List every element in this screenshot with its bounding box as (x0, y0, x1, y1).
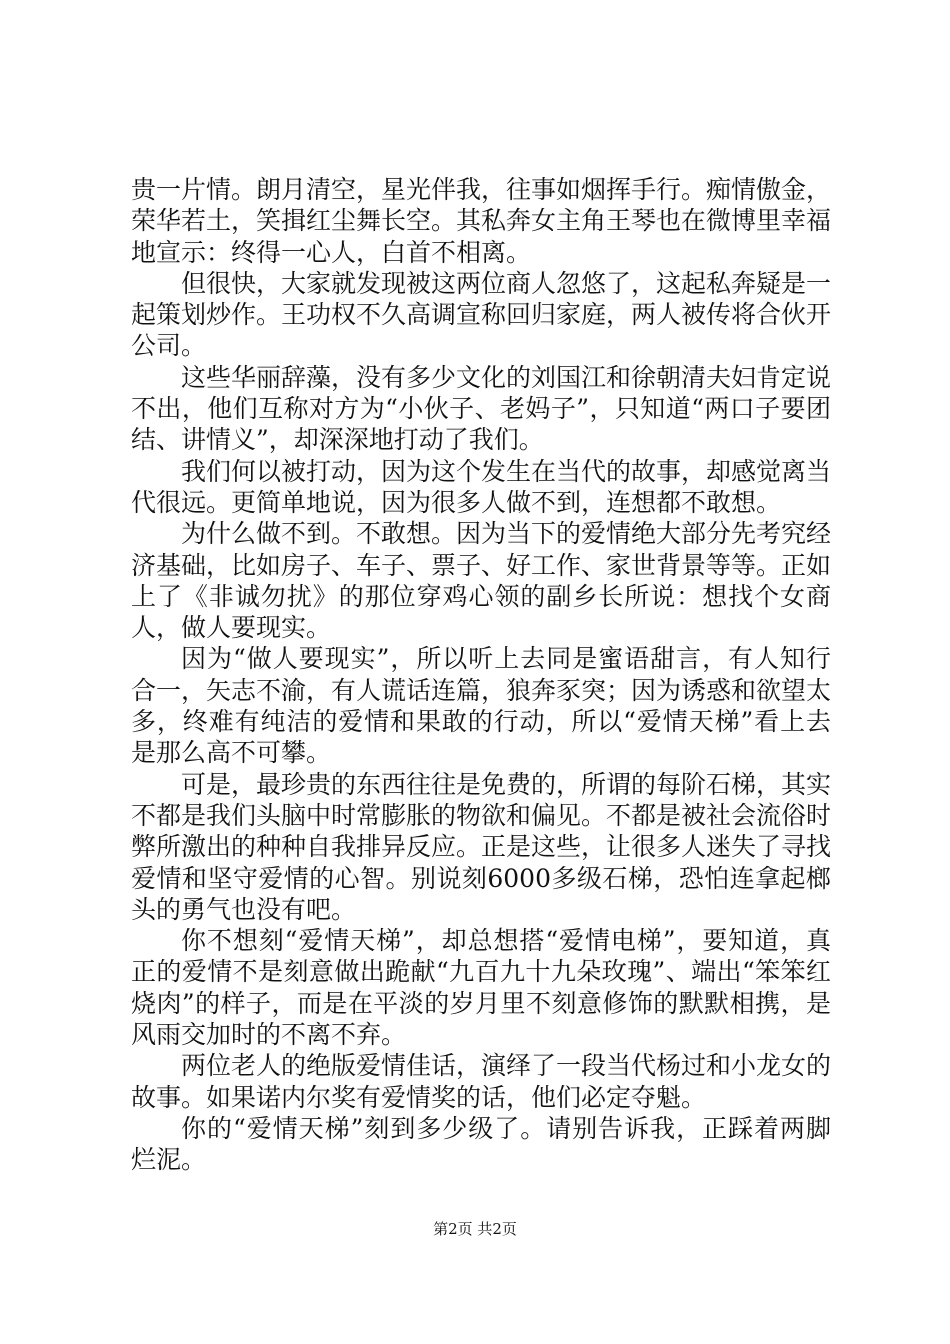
paragraph-6: 因为“做人要现实”，所以听上去同是蜜语甜言，有人知行合一，矢志不渝，有人谎话连篇，狼奔豕突；因为诱惑和欲望太多，终难有纯洁的爱情和果敢的行动，所以“爱情天梯”看上去是那么高不可攀。 (131, 644, 832, 768)
paragraph-4: 我们何以被打动，因为这个发生在当代的故事，却感觉离当代很远。更简单地说，因为很多人做不到，连想都不敢想。 (131, 456, 832, 517)
paragraph-8: 你不想刻“爱情天梯”，却总想搭“爱情电梯”，要知道，真正的爱情不是刻意做出跪献“九百九十九朵玫瑰”、端出“笨笨红烧肉”的样子，而是在平淡的岁月里不刻意修饰的默默相携，是风雨交加时的不离不弃。 (131, 926, 831, 1050)
paragraph-9: 两位老人的绝版爱情佳话，演绎了一段当代杨过和小龙女的故事。如果诺内尔奖有爱情奖的话，他们必定夺魁。 (131, 1051, 832, 1112)
paragraph-7: 可是，最珍贵的东西往往是免费的，所谓的每阶石梯，其实不都是我们头脑中时常膨胀的物欲和偏见。不都是被社会流俗时弊所激出的种种自我排异反应。正是这些，让很多人迷失了寻找爱情和坚守爱情的心智。别说刻6000多级石梯，恐怕连拿起榔头的勇气也没有吧。 (131, 769, 832, 924)
paragraph-5: 为什么做不到。不敢想。因为当下的爱情绝大部分先考究经济基础，比如房子、车子、票子、好工作、家世背景等等。正如上了《非诚勿扰》的那位穿鸡心领的副乡长所说：想找个女商人，做人要现实。 (131, 519, 832, 643)
body-text (131, 174, 831, 1176)
paragraph-3: 这些华丽辞藻，没有多少文化的刘国江和徐朝清夫妇肯定说不出，他们互称对方为“小伙子、老妈子”，只知道“两口子要团结、讲情义”，却深深地打动了我们。 (131, 362, 832, 455)
page-footer: 第2页 共2页 (433, 1220, 517, 1238)
paragraph-10: 你的“爱情天梯”刻到多少级了。请别告诉我，正踩着两脚烂泥。 (131, 1113, 831, 1175)
paragraph-2: 但很快，大家就发现被这两位商人忽悠了，这起私奔疑是一起策划炒作。王功权不久高调宣称回归家庭，两人被传将合伙开公司。 (131, 268, 832, 361)
paragraph-1: 贵一片情。朗月清空，星光伴我，往事如烟挥手行。痴情傲金，荣华若土，笑揖红尘舞长空。其私奔女主角王琴也在微博里幸福地宣示：终得一心人，白首不相离。 (131, 175, 832, 267)
